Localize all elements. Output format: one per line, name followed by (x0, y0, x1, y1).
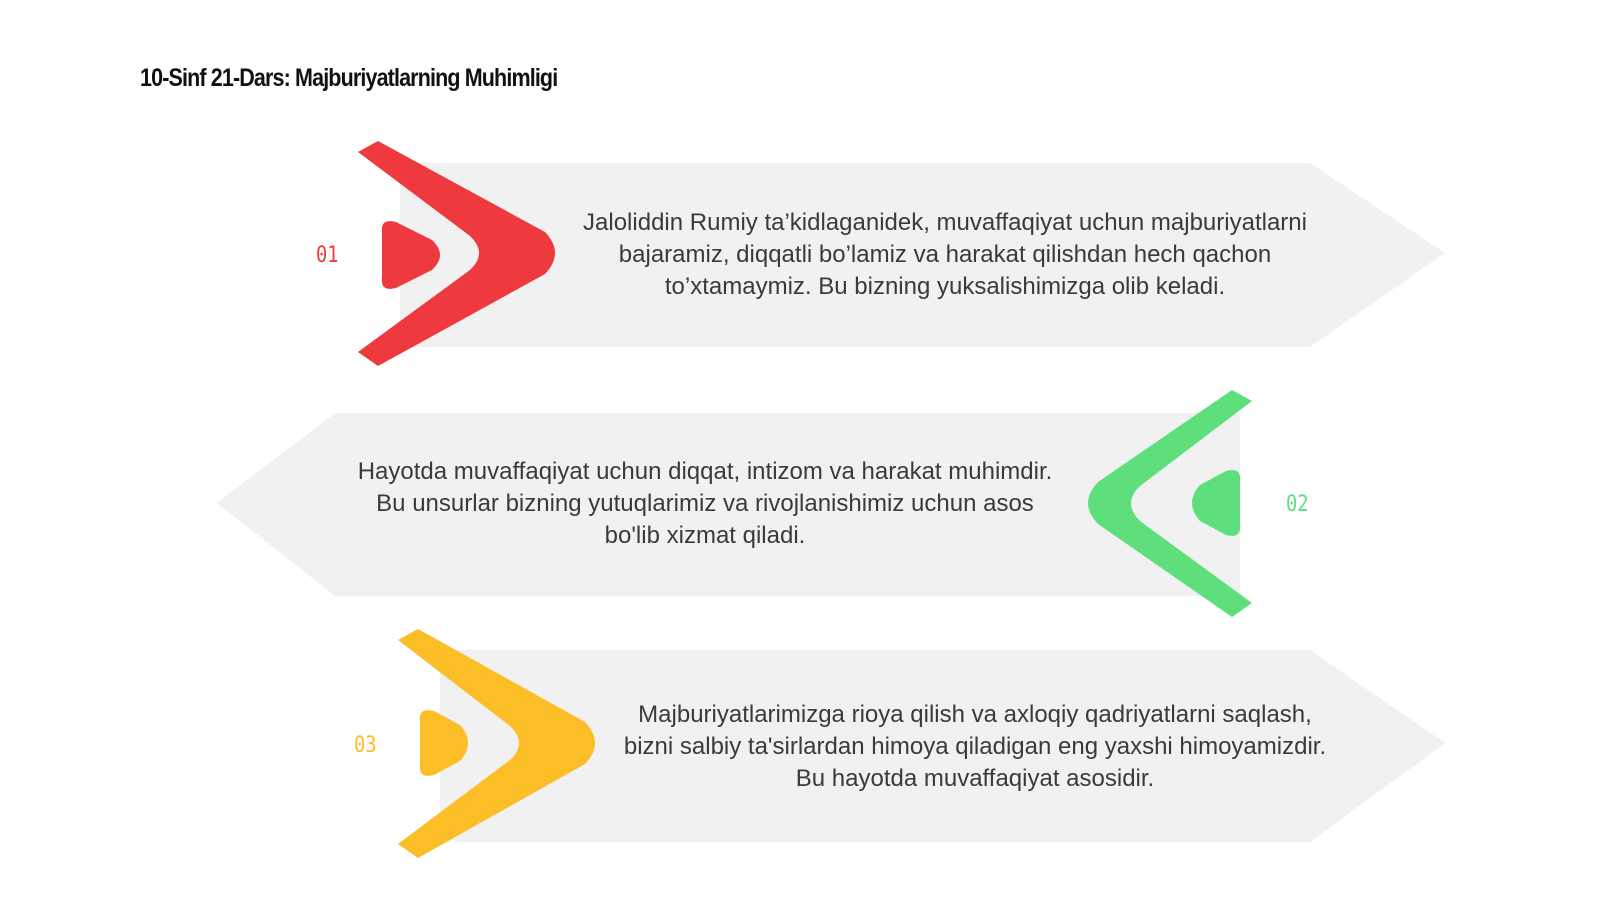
step-2-line-3: bo'lib xizmat qiladi. (604, 522, 806, 549)
slide-title: 10-Sinf 21-Dars: Majburiyatlarning Muhimligi (140, 64, 558, 92)
step-3-text (550, 699, 1400, 795)
step-1-text (520, 207, 1370, 303)
step-2-text (290, 456, 1120, 552)
step-1-line-2: bajaramiz, diqqatli bo’lamiz va harakat qilishdan hech qachon (618, 241, 1272, 268)
step-3-line-1: Majburiyatlarimizga rioya qilish va axloqiy qadriyatlarni saqlash, (638, 701, 1312, 728)
step-1-line-1: Jaloliddin Rumiy ta’kidlaganidek, muvaffaqiyat uchun majburiyatlarni (583, 209, 1307, 236)
step-3-number: 03 (354, 733, 377, 758)
step-2-line-2: Bu unsurlar bizning yutuqlarimiz va rivojlanishimiz uchun asos (376, 490, 1034, 517)
step-1-line-3: to’xtamaymiz. Bu bizning yuksalishimizga olib keladi. (664, 273, 1226, 300)
step-2-line-1: Hayotda muvaffaqiyat uchun diqqat, intizom va harakat muhimdir. (357, 458, 1053, 485)
step-3-line-2: bizni salbiy ta'sirlardan himoya qiladigan eng yaxshi himoyamizdir. (623, 733, 1327, 760)
step-2-number: 02 (1286, 492, 1309, 517)
step-3-line-3: Bu hayotda muvaffaqiyat asosidir. (795, 765, 1155, 792)
step-1-number: 01 (316, 243, 339, 268)
